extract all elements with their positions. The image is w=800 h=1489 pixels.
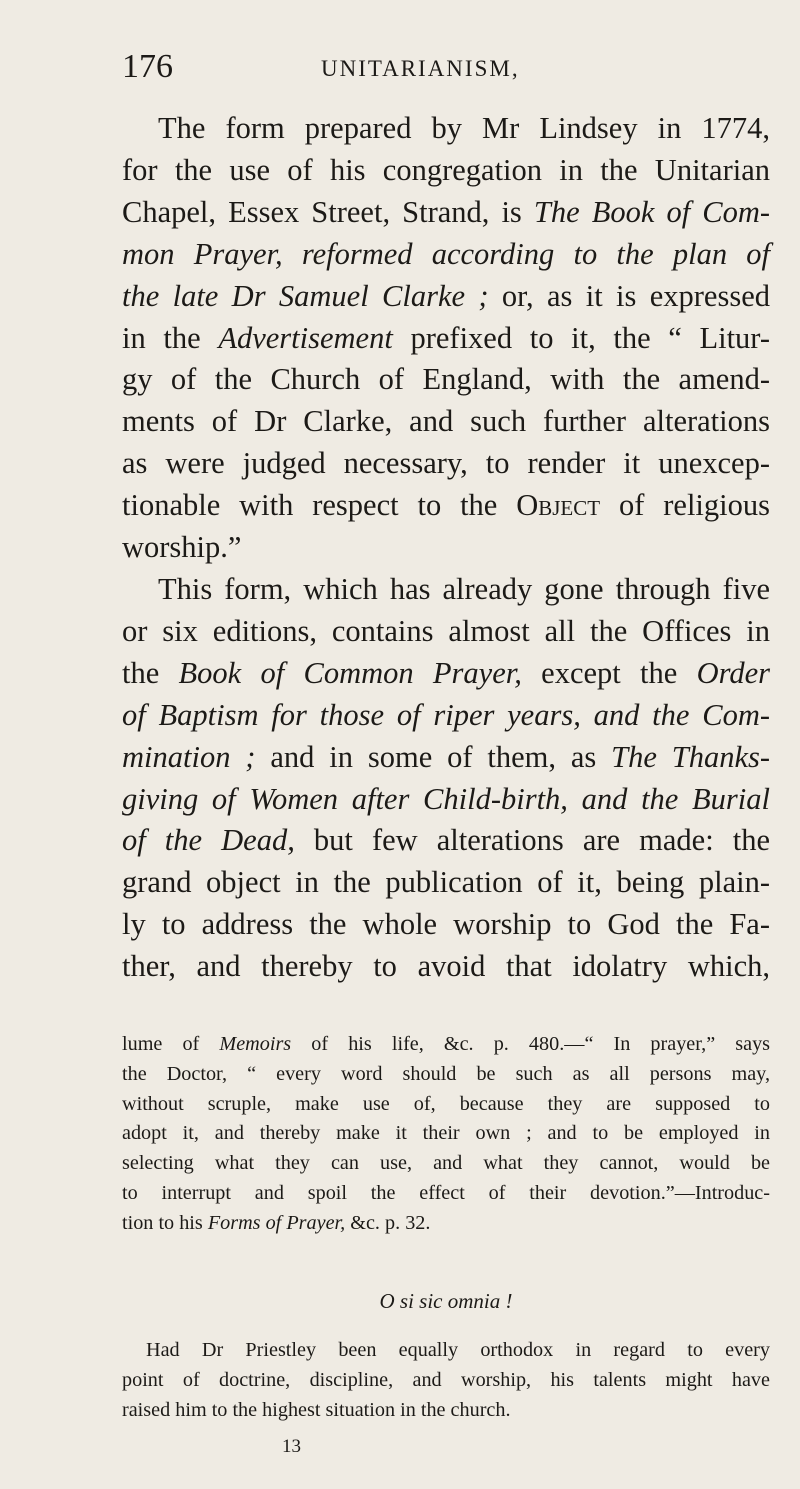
footnote-line: point of doctrine, discipline, and worship, his talents might have bbox=[122, 1368, 770, 1391]
text-line: This form, which has already gone through five bbox=[158, 571, 770, 606]
text-line: ments of Dr Clarke, and such further alterations bbox=[122, 404, 770, 439]
text-line: gy of the Church of England, with the amend- bbox=[122, 362, 770, 397]
footnote-line: tion to his Forms of Prayer, &c. p. 32. bbox=[122, 1211, 431, 1234]
text-line: as were judged necessary, to render it unexcep- bbox=[122, 446, 770, 481]
text-line: of Baptism for those of riper years, and the Com- bbox=[122, 697, 770, 732]
footnote-line: the Doctor, “ every word should be such as all persons may, bbox=[122, 1062, 770, 1085]
text-line: in the Advertisement prefixed to it, the “ Litur- bbox=[122, 320, 771, 355]
text-line: worship.” bbox=[122, 530, 242, 565]
text-line: tionable with respect to the Object of religious bbox=[122, 488, 771, 523]
footnote-line: selecting what they can use, and what they cannot, would be bbox=[122, 1152, 770, 1175]
footnote-line: lume of Memoirs of his life, &c. p. 480.—“ In prayer,” says bbox=[122, 1033, 771, 1055]
text-line: the Book of Common Prayer, except the Order bbox=[122, 655, 770, 690]
text-line: mon Prayer, reformed according to the plan of bbox=[122, 236, 770, 271]
text-line: ther, and thereby to avoid that idolatry which, bbox=[122, 949, 770, 984]
footnote bbox=[122, 1030, 770, 1239]
page-header bbox=[122, 48, 762, 98]
footnote-line: without scruple, make use of, because they are supposed to bbox=[122, 1092, 770, 1115]
latin-quote: O si sic omnia ! bbox=[379, 1289, 513, 1313]
signature-mark: 13 bbox=[282, 1436, 301, 1457]
footnote-line: Had Dr Priestley been equally orthodox in regard to every bbox=[146, 1339, 770, 1361]
text-line: mination ; and in some of them, as The Thanks- bbox=[122, 739, 771, 774]
footnote-line: raised him to the highest situation in the church. bbox=[122, 1398, 511, 1421]
footnote-line: adopt it, and thereby make it their own ; and to be employed in bbox=[122, 1122, 770, 1145]
text-line: Chapel, Essex Street, Strand, is The Book of Com- bbox=[122, 194, 771, 229]
footnote-line: to interrupt and spoil the effect of their devotion.”—Introduc- bbox=[122, 1181, 770, 1204]
running-head: UNITARIANISM, bbox=[321, 56, 520, 81]
text-line: giving of Women after Child-birth, and the Burial bbox=[122, 781, 770, 816]
text-line: of the Dead, but few alterations are made: the bbox=[122, 823, 771, 858]
priestley-note bbox=[122, 1336, 770, 1425]
text-line: ly to address the whole worship to God the Fa- bbox=[122, 907, 770, 942]
text-line: or six editions, contains almost all the Offices in bbox=[122, 613, 770, 648]
body-text bbox=[122, 108, 770, 988]
text-line: for the use of his congregation in the Unitarian bbox=[122, 152, 770, 187]
text-line: the late Dr Samuel Clarke ; or, as it is expressed bbox=[122, 278, 770, 313]
text-line: The form prepared by Mr Lindsey in 1774, bbox=[158, 111, 770, 145]
text-line: grand object in the publication of it, being plain- bbox=[122, 865, 770, 900]
page-number: 176 bbox=[122, 48, 173, 85]
